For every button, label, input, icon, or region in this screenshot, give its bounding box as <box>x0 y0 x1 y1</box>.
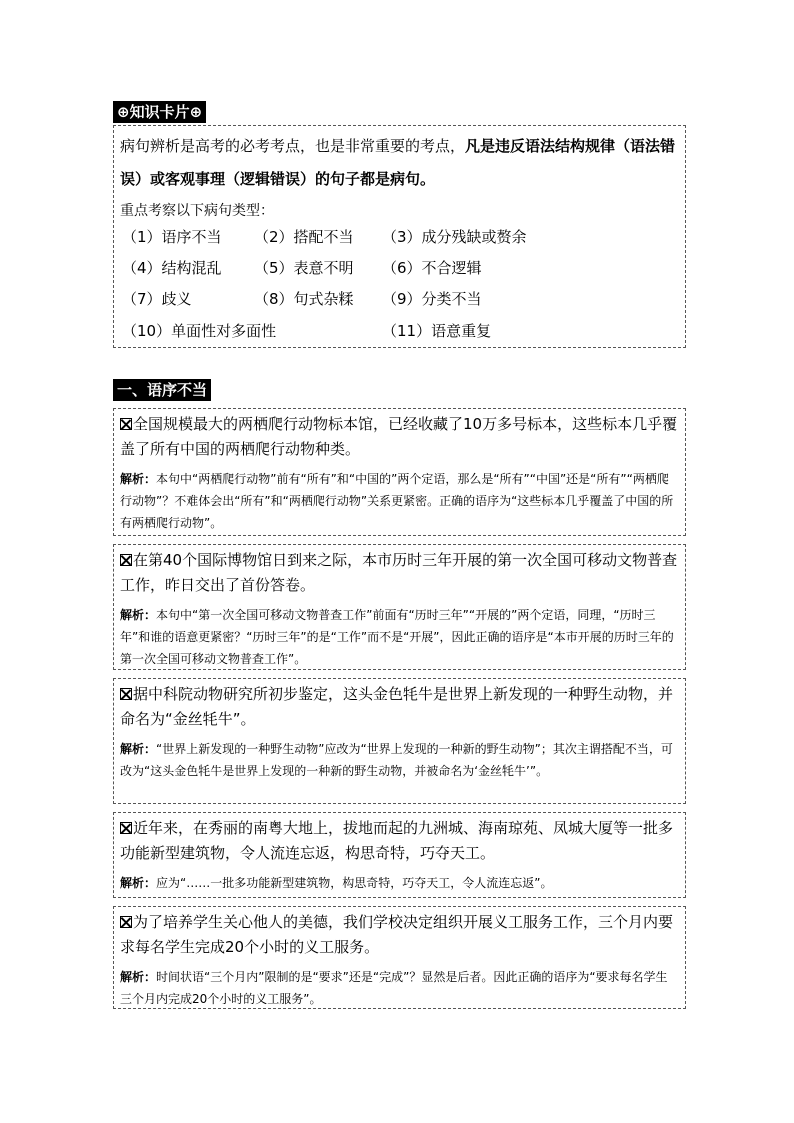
checkbox-cross-icon <box>120 916 132 928</box>
analysis-label: 解析： <box>120 608 157 622</box>
error-type-item: （3）成分残缺或赘余 <box>382 228 527 246</box>
sentence-text: 据中科院动物研究所初步鉴定，这头金色牦牛是世界上新发现的一种野生动物，并命名为“金丝牦牛”。 <box>120 685 674 728</box>
example-box <box>113 678 686 804</box>
knowledge-card-intro <box>120 130 679 196</box>
analysis-text: 本句中“两栖爬行动物”前有“所有”和“中国的”两个定语，那么是“所有”“中国”还是“所有”“两栖爬行动物”？不难体会出“所有”和“两栖爬行动物”关系更紧密。正确的语序为“这些标本几乎覆盖了中国的所有两栖爬行动物”。 <box>120 472 674 530</box>
sentence-text: 在第40个国际博物馆日到来之际，本市历时三年开展的第一次全国可移动文物普查工作，昨日交出了首份答卷。 <box>120 551 678 594</box>
checkbox-cross-icon <box>120 554 132 566</box>
example-sentence <box>120 548 679 598</box>
analysis-label: 解析： <box>120 970 157 984</box>
error-type-item: （11）语意重复 <box>382 322 492 340</box>
error-type-item: （8）句式杂糅 <box>254 290 354 308</box>
example-box <box>113 906 686 1009</box>
error-type-item: （9）分类不当 <box>382 290 482 308</box>
example-box <box>113 408 686 536</box>
error-type-grid <box>120 226 679 351</box>
example-box <box>113 544 686 670</box>
analysis-label: 解析： <box>120 472 157 486</box>
analysis-text: “世界上新发现的一种野生动物”应改为“世界上发现的一种新的野生动物”；其次主谓搭配不当，可改为“这头金色牦牛是世界上发现的一种新的野生动物，并被命名为‘金丝牦牛’”。 <box>120 742 673 778</box>
checkbox-cross-icon <box>120 418 132 430</box>
analysis-text: 时间状语“三个月内”限制的是“要求”还是“完成”？显然是后者。因此正确的语序为“要求每名学生三个月内完成20个小时的义工服务”。 <box>120 970 668 1006</box>
example-analysis <box>120 966 679 1010</box>
example-sentence <box>120 412 679 462</box>
intro-plain: 病句辨析是高考的必考考点，也是非常重要的考点， <box>120 137 466 155</box>
analysis-label: 解析： <box>120 742 157 756</box>
error-type-item: （2）搭配不当 <box>254 228 354 246</box>
example-analysis <box>120 738 679 782</box>
analysis-text: 应为“……一批多功能新型建筑物，构思奇特，巧夺天工，令人流连忘返”。 <box>156 876 553 890</box>
sentence-text: 近年来，在秀丽的南粤大地上，拔地而起的九洲城、海南琼苑、凤城大厦等一批多功能新型建筑物，令人流连忘返，构思奇特，巧夺天工。 <box>120 819 674 862</box>
analysis-label: 解析： <box>120 876 157 890</box>
intro-bold: 凡是违反语法结构规律（语法错误）或客观事理（逻辑错误）的句子都是病句。 <box>120 137 676 188</box>
error-type-item: （4）结构混乱 <box>122 259 222 277</box>
example-analysis <box>120 604 679 670</box>
example-analysis <box>120 468 679 534</box>
error-type-item: （10）单面性对多面性 <box>122 322 277 340</box>
error-type-item: （7）歧义 <box>122 290 192 308</box>
example-sentence <box>120 910 679 960</box>
knowledge-card <box>113 125 686 348</box>
section-title: 一、语序不当 <box>113 379 211 401</box>
sentence-text: 全国规模最大的两栖爬行动物标本馆，已经收藏了10万多号标本，这些标本几乎覆盖了所有中国的两栖爬行动物种类。 <box>120 415 678 458</box>
focus-line: 重点考察以下病句类型： <box>120 203 274 219</box>
checkbox-cross-icon <box>120 822 132 834</box>
knowledge-card-title: ⊕知识卡片⊕ <box>113 101 206 123</box>
analysis-text: 本句中“第一次全国可移动文物普查工作”前面有“历时三年”“开展的”两个定语，同理，“历时三年”和谁的语意更紧密？“历时三年”的是“工作”而不是“开展”，因此正确的语序是“本市开展的历时三年的第一次全国可移动文物普查工作”。 <box>120 608 674 666</box>
sentence-text: 为了培养学生关心他人的美德，我们学校决定组织开展义工服务工作，三个月内要求每名学生完成20个小时的义工服务。 <box>120 913 674 956</box>
example-sentence <box>120 816 679 866</box>
example-sentence <box>120 682 679 732</box>
checkbox-cross-icon <box>120 688 132 700</box>
error-type-item: （5）表意不明 <box>254 259 354 277</box>
error-type-item: （6）不合逻辑 <box>382 259 482 277</box>
example-analysis <box>120 872 679 894</box>
example-box <box>113 812 686 898</box>
error-type-item: （1）语序不当 <box>122 228 222 246</box>
